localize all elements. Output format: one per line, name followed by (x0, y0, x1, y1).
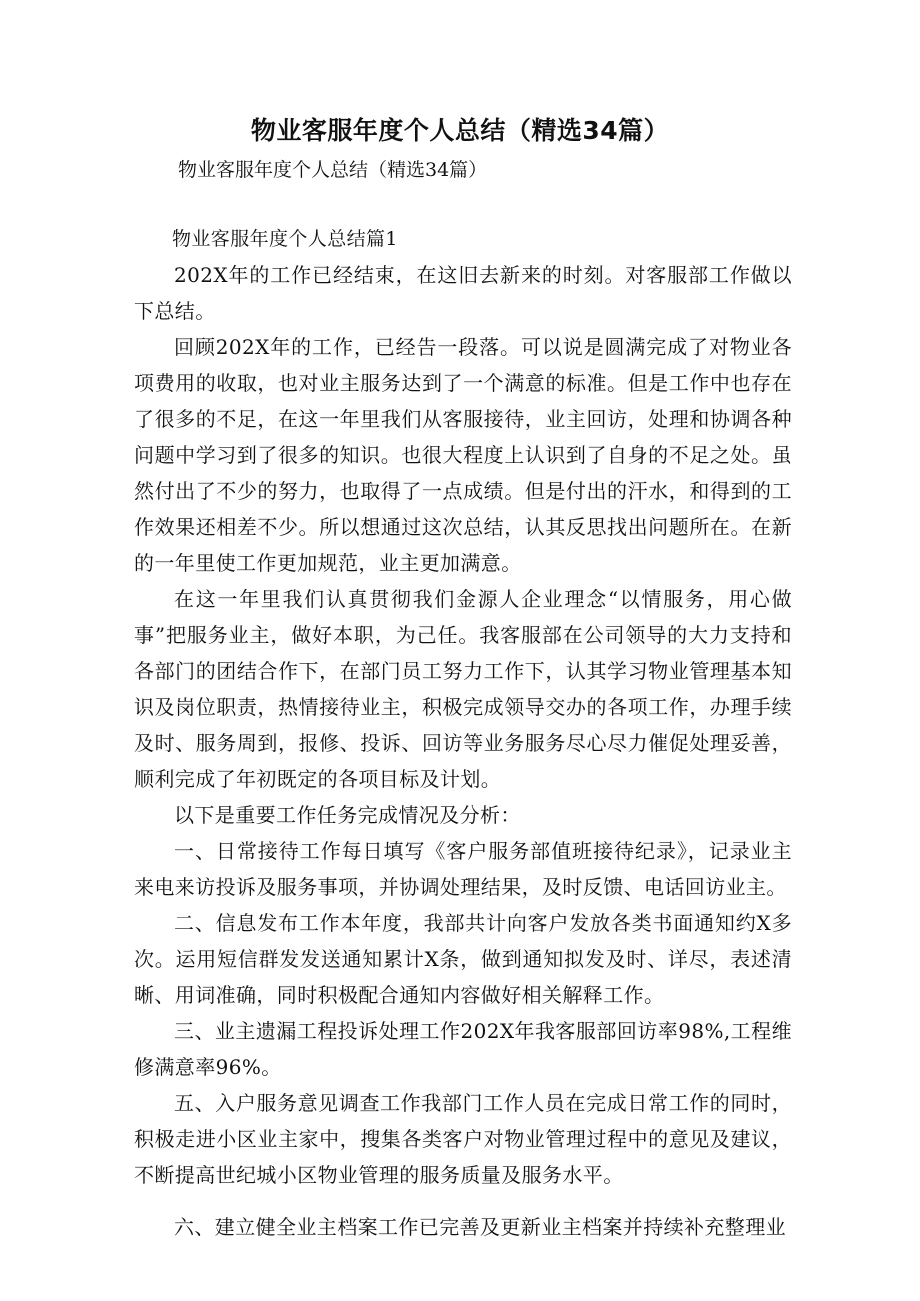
paragraph: 一、日常接待工作每日填写《客户服务部值班接待纪录》，记录业主来电来访投诉及服务事项，并协调处理结果，及时反馈、电话回访业主。 (134, 839, 792, 899)
paragraph: 以下是重要工作任务完成情况及分析： (174, 803, 521, 827)
paragraph: 回顾202X年的工作，已经告一段落。可以说是圆满完成了对物业各项费用的收取，也对业主服务达到了一个满意的标准。但是工作中也存在了很多的不足，在这一年里我们从客服接待，业主回访，处理和协调各种问题中学习到了很多的知识。也很大程度上认识到了自身的不足之处。虽然付出了不少的努力，也取得了一点成绩。但是付出的汗水，和得到的工作效果还相差不少。所以想通过这次总结，认其反思找出问题所在。在新的一年里使工作更加规范，业主更加满意。 (134, 335, 792, 575)
paragraph: 二、信息发布工作本年度，我部共计向客户发放各类书面通知约X多次。运用短信群发发送通知累计X条，做到通知拟发及时、详尽，表述清晰、用词准确，同时积极配合通知内容做好相关解释工作。 (134, 911, 792, 1007)
paragraph: 在这一年里我们认真贯彻我们金源人企业理念“以情服务，用心做事”把服务业主，做好本职，为己任。我客服部在公司领导的大力支持和各部门的团结合作下，在部门员工努力工作下，认其学习物业管理基本知识及岗位职责，热情接待业主，积极完成领导交办的各项工作，办理手续及时、服务周到，报修、投诉、回访等业务服务尽心尽力催促处理妥善，顺利完成了年初既定的各项目标及计划。 (134, 587, 792, 791)
paragraph: 三、业主遗漏工程投诉处理工作202X年我客服部回访率98%,工程维修满意率96%。 (134, 1019, 792, 1079)
paragraph: 202X年的工作已经结束，在这旧去新来的时刻。对客服部工作做以下总结。 (134, 263, 792, 323)
paragraph: 五、入户服务意见调查工作我部门工作人员在完成日常工作的同时，积极走进小区业主家中，搜集各类客户对物业管理过程中的意见及建议，不断提高世纪城小区物业管理的服务质量及服务水平。 (134, 1091, 792, 1187)
section-heading: 物业客服年度个人总结篇1 (172, 228, 398, 250)
document-title: 物业客服年度个人总结（精选34篇） (250, 116, 670, 145)
document-subtitle: 物业客服年度个人总结（精选34篇） (178, 159, 488, 181)
document-body (134, 221, 792, 1245)
paragraph: 六、建立健全业主档案工作已完善及更新业主档案并持续补充整理业 (174, 1215, 786, 1239)
